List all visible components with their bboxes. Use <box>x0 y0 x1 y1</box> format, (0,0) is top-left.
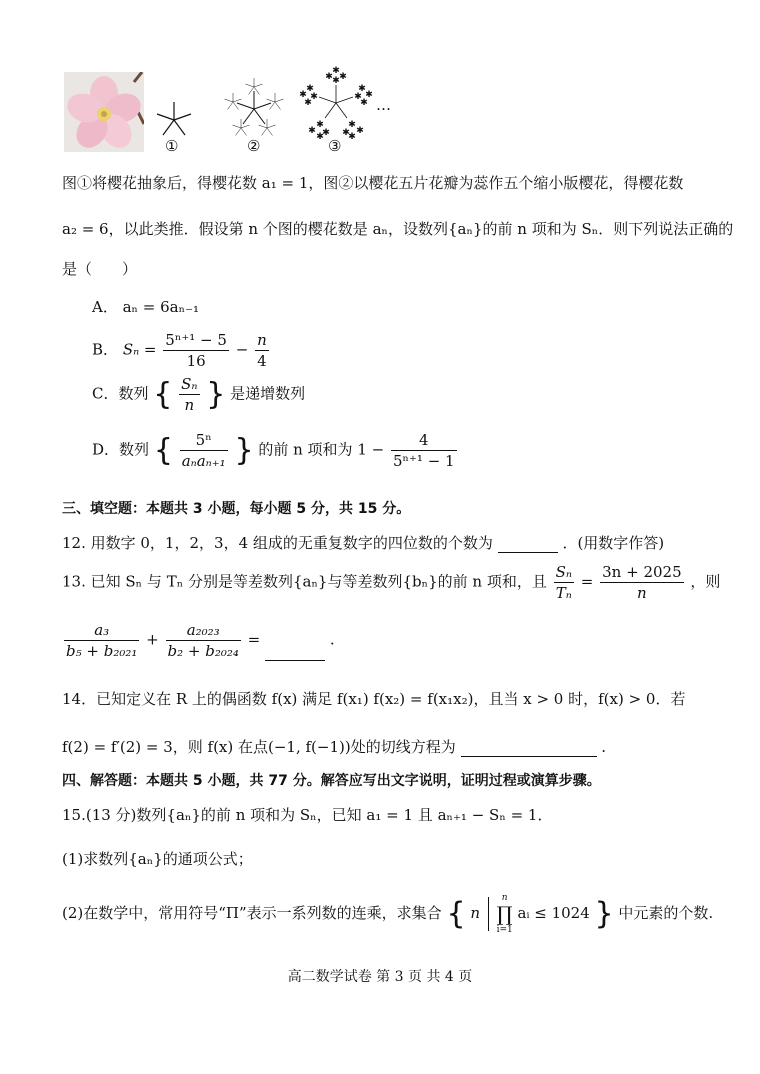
svg-text:✱: ✱ <box>332 66 340 76</box>
option-b-frac2 <box>255 330 269 371</box>
svg-text:✱: ✱ <box>306 84 314 94</box>
q13-line2 <box>62 620 335 661</box>
option-b-frac1-den: 16 <box>186 352 206 370</box>
figure-3-stars <box>296 66 376 144</box>
q13-text: 13. 已知 Sₙ 与 Tₙ 分别是等差数列{aₙ}与等差数列{bₙ}的前 n 项和，且 <box>62 572 547 591</box>
q13-plus: + <box>146 630 159 649</box>
q13-answer-blank[interactable] <box>265 644 325 661</box>
option-d-frac-num: 5ⁿ <box>180 430 228 451</box>
q13-expr2-den: b₂ + b₂₀₂₄ <box>167 642 239 660</box>
figure-3-label: ③ <box>328 137 342 155</box>
figure-2-stars <box>218 78 290 144</box>
svg-text:✱: ✱ <box>348 120 356 130</box>
q13-eq: = <box>580 572 594 591</box>
set-variable: n <box>470 904 480 922</box>
q13-then: ，则 <box>690 572 721 591</box>
q13-expr1-num: a₃ <box>64 620 139 641</box>
option-c-frac-num: Sₙ <box>181 375 198 393</box>
q13-expr2 <box>166 620 241 661</box>
q13-dot: . <box>329 630 335 649</box>
option-c-frac-den: n <box>184 396 195 414</box>
left-brace: { <box>446 896 466 932</box>
cherry-blossom-photo <box>64 72 144 152</box>
q14-answer-blank[interactable] <box>461 740 597 757</box>
option-c-label: C．数列 <box>92 384 149 403</box>
q13-ratio <box>554 562 574 603</box>
svg-text:✱: ✱ <box>325 72 333 82</box>
page-footer: 高二数学试卷 第 3 页 共 4 页 <box>287 969 473 985</box>
q12 <box>62 532 664 553</box>
option-d-label: D．数列 <box>92 440 150 459</box>
option-d-frac-den: aₙaₙ₊₁ <box>181 452 226 470</box>
q15-part2-text: (2)在数学中，常用符号“Π”表示一系列数的连乘，求集合 <box>62 904 442 922</box>
svg-text:✱: ✱ <box>310 92 318 102</box>
q13-ratio-den: Tₙ <box>555 584 572 602</box>
option-d <box>92 430 459 471</box>
option-b-frac2-den: 4 <box>257 352 267 370</box>
option-b <box>92 330 271 371</box>
p11-line2: a₂ = 6，以此类推．假设第 n 个图的樱花数是 aₙ，设数列{aₙ}的前 n 项和为 Sₙ．则下列说法正确的 <box>62 220 734 238</box>
right-brace: } <box>234 433 254 468</box>
product-symbol: ∏ <box>496 902 513 926</box>
q12-answer-blank[interactable] <box>498 536 558 553</box>
option-d-frac2-den: 5ⁿ⁺¹ − 1 <box>392 452 455 470</box>
q13-ratio2-den: n <box>637 584 647 602</box>
product-upper: n <box>501 893 508 903</box>
svg-text:✱: ✱ <box>356 126 364 136</box>
q14-line1: 14．已知定义在 R 上的偶函数 f(x) 满足 f(x₁) f(x₂) = f(x₁x₂)，且当 x > 0 时，f(x) > 0．若 <box>62 690 686 708</box>
figure-ellipsis: … <box>376 96 391 114</box>
p11-line3: 是（ ） <box>62 260 138 278</box>
left-brace: { <box>153 433 173 468</box>
svg-text:✱: ✱ <box>354 92 362 102</box>
svg-text:✱: ✱ <box>358 84 366 94</box>
option-b-lhs: Sₙ = <box>122 340 157 359</box>
svg-text:✱: ✱ <box>316 120 324 130</box>
option-a: A． aₙ = 6aₙ₋₁ <box>92 298 200 316</box>
q13-expr1-den: b₅ + b₂₀₂₁ <box>66 642 138 660</box>
cherry-blossom-image <box>64 72 144 152</box>
product-lower: i=1 <box>496 925 513 935</box>
svg-text:✱: ✱ <box>308 126 316 136</box>
option-d-one: 1 − <box>357 440 385 459</box>
product-body: aᵢ ≤ 1024 <box>517 904 590 922</box>
svg-text:✱: ✱ <box>348 132 356 140</box>
q14-text: f(2) = f′(2) = 3，则 f(x) 在点(−1, f(−1))处的切线方程为 <box>62 738 456 756</box>
option-d-frac <box>180 430 228 471</box>
svg-text:✱: ✱ <box>332 76 340 86</box>
svg-text:✱: ✱ <box>360 98 368 108</box>
option-b-minus: − <box>235 340 249 359</box>
svg-text:✱: ✱ <box>322 128 330 138</box>
option-c <box>92 374 305 415</box>
option-b-frac2-num: n <box>257 331 267 349</box>
figure-2-label: ② <box>247 137 261 155</box>
q13-expr2-num: a₂₀₂₃ <box>166 620 241 641</box>
option-d-frac2 <box>391 430 457 471</box>
option-d-mid: 的前 n 项和为 <box>258 440 353 459</box>
section-4-heading: 四、解答题：本题共 5 小题，共 77 分。解答应写出文字说明，证明过程或演算步骤。 <box>62 773 601 789</box>
right-brace: } <box>594 896 614 932</box>
right-brace: } <box>206 377 226 412</box>
q13-eq2: = <box>247 630 261 649</box>
q13-line1 <box>62 562 720 603</box>
q13-expr1 <box>64 620 139 661</box>
left-brace: { <box>153 377 173 412</box>
option-d-frac2-num: 4 <box>391 430 457 451</box>
q12-tail: ．(用数字作答) <box>562 534 665 552</box>
svg-text:✱: ✱ <box>304 98 312 108</box>
product-operator <box>497 892 513 936</box>
q15-part2 <box>62 892 713 936</box>
svg-text:✱: ✱ <box>299 90 307 100</box>
option-b-frac1 <box>163 330 229 371</box>
q15-line1: 15.(13 分)数列{aₙ}的前 n 项和为 Sₙ，已知 a₁ = 1 且 aₙ₊₁ − Sₙ = 1． <box>62 806 553 824</box>
svg-text:✱: ✱ <box>339 72 347 82</box>
svg-text:✱: ✱ <box>365 90 373 100</box>
figure-1-label: ① <box>165 137 179 155</box>
q13-ratio2-num: 3n + 2025 <box>602 563 682 581</box>
q12-text: 12. 用数字 0，1，2，3，4 组成的无重复数字的四位数的个数为 <box>62 534 493 552</box>
section-3-heading: 三、填空题：本题共 3 小题，每小题 5 分，共 15 分。 <box>62 501 411 517</box>
svg-text:✱: ✱ <box>316 132 324 140</box>
set-bar <box>488 897 489 931</box>
q15-part1: (1)求数列{aₙ}的通项公式； <box>62 850 253 868</box>
q14-dot: . <box>601 738 607 756</box>
option-b-frac1-num: 5ⁿ⁺¹ − 5 <box>165 331 227 349</box>
option-b-label: B． <box>92 340 119 359</box>
p11-line1: 图①将樱花抽象后，得樱花数 a₁ = 1，图②以樱花五片花瓣为蕊作五个缩小版樱花，得樱花数 <box>62 174 684 192</box>
q13-ratio-num: Sₙ <box>555 563 572 581</box>
option-c-frac <box>179 374 199 415</box>
option-c-tail: 是递增数列 <box>230 384 306 403</box>
svg-text:✱: ✱ <box>342 128 350 138</box>
q13-ratio2 <box>600 562 683 603</box>
q14-line2 <box>62 736 606 757</box>
q15-part2-tail: 中元素的个数. <box>618 904 714 922</box>
